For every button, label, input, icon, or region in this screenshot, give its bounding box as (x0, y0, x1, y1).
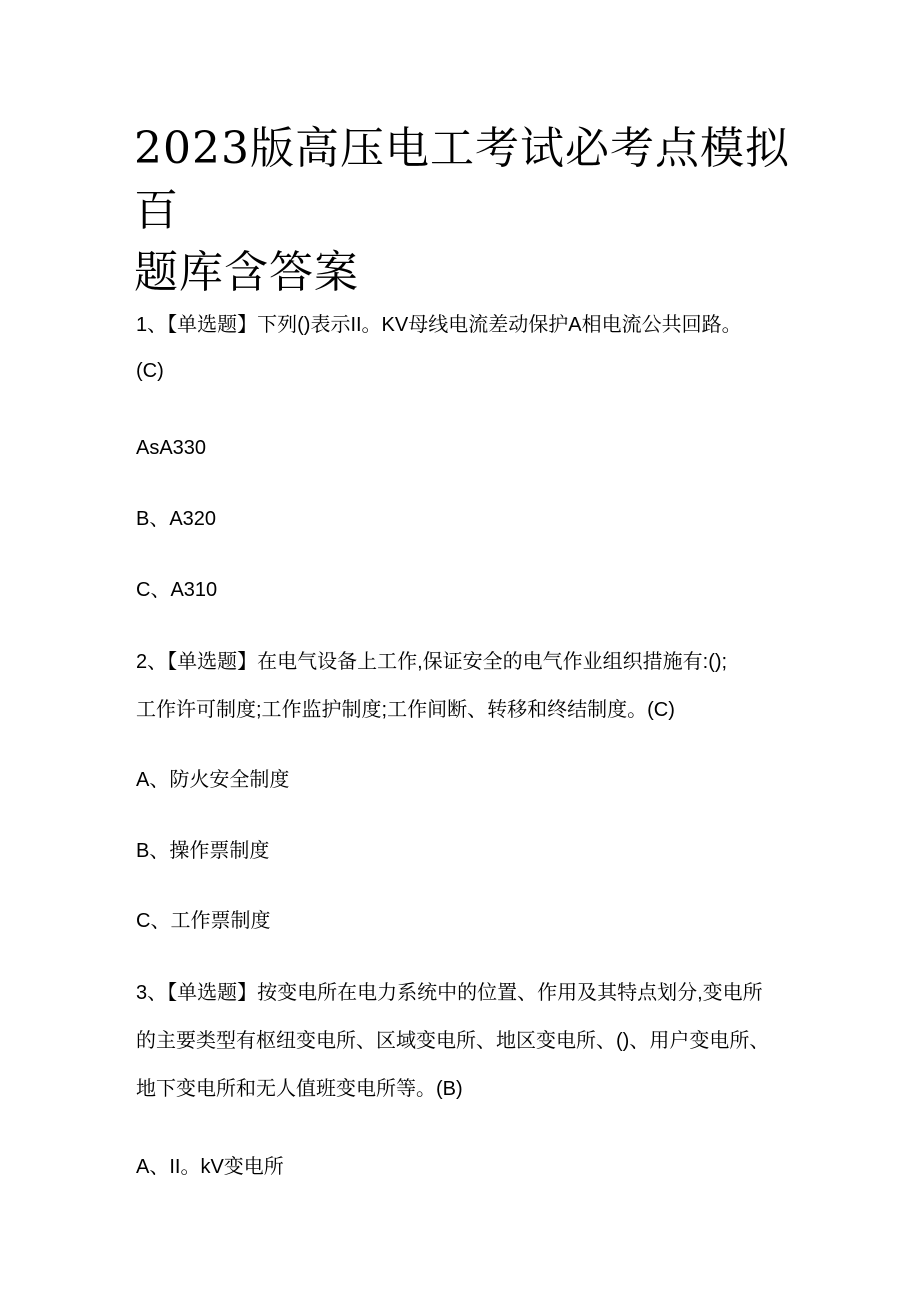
question-1-line-2: (C) (136, 360, 164, 382)
title-line-2: 题库含答案 (134, 247, 359, 298)
question-2-line-2: 工作许可制度;工作监护制度;工作间断、转移和终结制度。(C) (136, 699, 675, 721)
title-line-1: 2023版高压电工考试必考点模拟百 (134, 123, 790, 236)
question-3-line-1: 3、【单选题】按变电所在电力系统中的位置、作用及其特点划分,变电所 (136, 982, 763, 1004)
question-2-line-1: 2、【单选题】在电气设备上工作,保证安全的电气作业组织措施有:(); (136, 651, 728, 673)
question-3-line-3: 地下变电所和无人值班变电所等。(B) (136, 1078, 463, 1100)
question-3-line-2: 的主要类型有枢纽变电所、区域变电所、地区变电所、()、用户变电所、 (136, 1030, 770, 1052)
question-1-option-a: AsA330 (136, 437, 207, 459)
question-1-option-b: B、A320 (136, 508, 217, 530)
question-1-line-1: 1、【单选题】下列()表示II。KV母线电流差动保护A相电流公共回路。 (136, 314, 742, 336)
document-title (134, 118, 834, 304)
question-2-option-c: C、工作票制度 (136, 910, 271, 932)
question-1-option-c: C、A310 (136, 579, 218, 601)
question-2-option-a: A、防火安全制度 (136, 769, 290, 791)
question-3-option-a: A、II。kV变电所 (136, 1156, 284, 1178)
question-2-option-b: B、操作票制度 (136, 840, 270, 862)
